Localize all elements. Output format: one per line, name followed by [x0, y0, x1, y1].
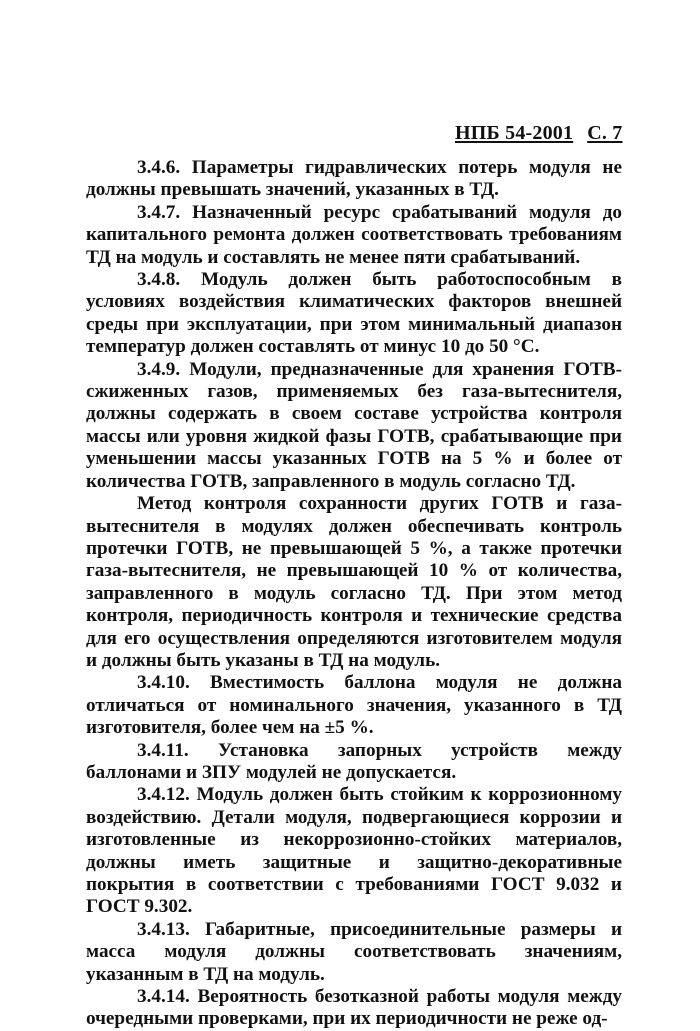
- paragraph-3-4-6: 3.4.6. Параметры гидравлических потерь модуля не должны превышать значений, указанных в ТД.: [86, 157, 622, 201]
- paragraph-3-4-10: 3.4.10. Вместимость баллона модуля не должна отличаться от номинального значения, указанного в ТД изготовителя, более чем на ±5 %.: [86, 672, 622, 739]
- paragraph-3-4-7: 3.4.7. Назначенный ресурс срабатываний модуля до капитального ремонта должен соответствовать требованиям ТД на модуль и составлять не менее пяти срабатываний.: [86, 201, 622, 268]
- page-header: [455, 122, 622, 145]
- paragraph-3-4-14: 3.4.14. Вероятность безотказной работы модуля между очередными проверками, при их периодичности не реже од-: [86, 986, 622, 1030]
- document-code: НПБ 54-2001: [455, 122, 574, 144]
- paragraph-3-4-8: 3.4.8. Модуль должен быть работоспособным в условиях воздействия климатических факторов внешней среды при эксплуатации, при этом минимальный диапазон температур должен составлять от минус 10 до 50 °С.: [86, 269, 622, 358]
- document-body: [86, 157, 622, 1031]
- page-number: С. 7: [587, 122, 623, 144]
- paragraph-3-4-12: 3.4.12. Модуль должен быть стойким к коррозионному воздействию. Детали модуля, подвергающиеся коррозии и изготовленные из некоррозионно-стойких материалов, должны иметь защитные и защитно-декоративные покрытия в соответствии с требованиями ГОСТ 9.032 и ГОСТ 9.302.: [86, 784, 622, 918]
- paragraph-control-method: Метод контроля сохранности других ГОТВ и газа-вытеснителя в модулях должен обеспечивать контроль протечки ГОТВ, не превышающей 5 %, а также протечки газа-вытеснителя, не превышающей 10 % от количества, заправленного в модуль согласно ТД. При этом метод контроля, периодичность контроля и технические средства для его осуществления определяются изготовителем модуля и должны быть указаны в ТД на модуль.: [86, 493, 622, 671]
- paragraph-3-4-11: 3.4.11. Установка запорных устройств между баллонами и ЗПУ модулей не допускается.: [86, 739, 622, 783]
- paragraph-3-4-9: 3.4.9. Модули, предназначенные для хранения ГОТВ-сжиженных газов, применяемых без газа-вытеснителя, должны содержать в своем составе устройства контроля массы или уровня жидкой фазы ГОТВ, срабатывающие при уменьшении массы указанных ГОТВ на 5 % и более от количества ГОТВ, заправленного в модуль согласно ТД.: [86, 358, 622, 492]
- paragraph-3-4-13: 3.4.13. Габаритные, присоединительные размеры и масса модуля должны соответствовать значениям, указанным в ТД на модуль.: [86, 918, 622, 985]
